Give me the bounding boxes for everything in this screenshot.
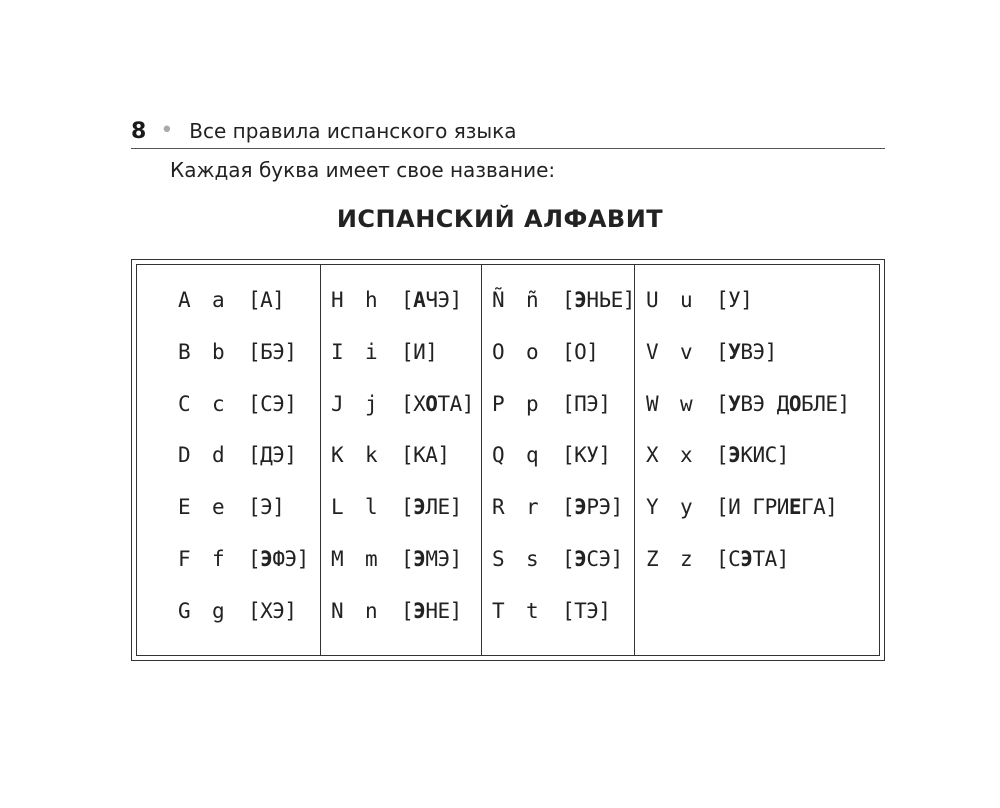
- stressed-vowel: Э: [574, 547, 587, 571]
- lowercase-letter: z: [680, 547, 693, 571]
- pronunciation: [ЭСЭ]: [562, 547, 623, 571]
- uppercase-letter: M: [331, 547, 344, 571]
- uppercase-letter: I: [331, 339, 344, 364]
- lowercase-letter: ñ: [526, 288, 539, 312]
- uppercase-letter: B: [178, 339, 191, 364]
- uppercase-letter: Z: [646, 547, 659, 571]
- uppercase-letter: O: [492, 339, 505, 364]
- uppercase-letter: J: [331, 391, 344, 416]
- uppercase-letter: X: [646, 443, 659, 468]
- lowercase-letter: k: [365, 443, 378, 468]
- running-title: Все правила испанского языка: [189, 119, 517, 143]
- stressed-vowel: Э: [740, 547, 753, 571]
- pronunciation: [ТЭ]: [562, 598, 611, 623]
- lowercase-letter: i: [365, 339, 378, 364]
- pronunciation: [ЭНЕ]: [401, 598, 462, 623]
- stressed-vowel: О: [425, 391, 438, 416]
- stressed-vowel: Е: [788, 495, 802, 520]
- pronunciation: [УВЭ ДОБЛЕ]: [716, 391, 850, 416]
- uppercase-letter: S: [492, 547, 505, 571]
- pronunciation: [А]: [248, 288, 285, 312]
- lowercase-letter: l: [365, 495, 378, 520]
- lowercase-letter: r: [526, 495, 539, 520]
- pronunciation: [ЭНЬЕ]: [562, 288, 635, 312]
- stressed-vowel: Э: [413, 547, 426, 571]
- pronunciation: [У]: [716, 288, 753, 312]
- uppercase-letter: H: [331, 288, 344, 312]
- stressed-vowel: Э: [574, 288, 587, 312]
- uppercase-letter: K: [331, 443, 344, 468]
- lowercase-letter: n: [365, 598, 378, 623]
- stressed-vowel: А: [413, 288, 426, 312]
- pronunciation: [ДЭ]: [248, 443, 297, 468]
- lowercase-letter: b: [212, 339, 225, 364]
- uppercase-letter: R: [492, 495, 505, 520]
- uppercase-letter: Q: [492, 443, 505, 468]
- pronunciation: [И]: [401, 339, 438, 364]
- stressed-vowel: У: [728, 391, 741, 416]
- running-header: [131, 114, 885, 149]
- pronunciation: [СЭТА]: [716, 547, 789, 571]
- pronunciation: [ЭФЭ]: [248, 547, 309, 571]
- lowercase-letter: s: [526, 547, 539, 571]
- header-bullet: •: [160, 118, 174, 143]
- pronunciation: [УВЭ]: [716, 339, 777, 364]
- uppercase-letter: V: [646, 339, 659, 364]
- stressed-vowel: Э: [413, 495, 426, 520]
- pronunciation: [ПЭ]: [562, 391, 611, 416]
- lowercase-letter: d: [212, 443, 225, 468]
- lowercase-letter: y: [680, 495, 693, 520]
- lowercase-letter: v: [680, 339, 693, 364]
- pronunciation: [ХОТА]: [401, 391, 474, 416]
- uppercase-letter: N: [331, 598, 344, 623]
- lowercase-letter: q: [526, 443, 539, 468]
- lowercase-letter: e: [212, 495, 225, 520]
- pronunciation: [ХЭ]: [248, 598, 297, 623]
- uppercase-letter: A: [178, 288, 191, 312]
- lowercase-letter: h: [365, 288, 378, 312]
- uppercase-letter: D: [178, 443, 191, 468]
- pronunciation: [О]: [562, 339, 599, 364]
- lowercase-letter: p: [526, 391, 539, 416]
- pronunciation: [ЭМЭ]: [401, 547, 462, 571]
- lowercase-letter: j: [365, 391, 378, 416]
- pronunciation: [ЭРЭ]: [562, 495, 623, 520]
- lowercase-letter: a: [212, 288, 225, 312]
- stressed-vowel: У: [728, 339, 741, 364]
- uppercase-letter: E: [178, 495, 191, 520]
- stressed-vowel: Э: [574, 495, 587, 520]
- pronunciation: [КА]: [401, 443, 450, 468]
- uppercase-letter: G: [178, 598, 191, 623]
- pronunciation: [БЭ]: [248, 339, 297, 364]
- uppercase-letter: L: [331, 495, 344, 520]
- uppercase-letter: P: [492, 391, 505, 416]
- pronunciation: [КУ]: [562, 443, 611, 468]
- column-divider: [320, 264, 321, 655]
- pronunciation: [СЭ]: [248, 391, 297, 416]
- table-title: ИСПАНСКИЙ АЛФАВИТ: [336, 205, 664, 233]
- uppercase-letter: U: [646, 288, 659, 312]
- pronunciation: [АЧЭ]: [401, 288, 462, 312]
- pronunciation: [Э]: [248, 495, 285, 520]
- lowercase-letter: t: [526, 598, 539, 623]
- lowercase-letter: g: [212, 598, 225, 623]
- lowercase-letter: f: [212, 547, 225, 571]
- stressed-vowel: Э: [260, 547, 273, 571]
- column-divider: [481, 264, 482, 655]
- stressed-vowel: О: [788, 391, 802, 416]
- uppercase-letter: T: [492, 598, 505, 623]
- lowercase-letter: m: [365, 547, 378, 571]
- column-divider: [634, 264, 635, 655]
- lowercase-letter: c: [212, 391, 225, 416]
- stressed-vowel: Э: [413, 598, 426, 623]
- pronunciation: [И ГРИЕГА]: [716, 495, 838, 520]
- lowercase-letter: u: [680, 288, 693, 312]
- stressed-vowel: Э: [728, 443, 741, 468]
- page-number: 8: [131, 118, 147, 144]
- lowercase-letter: x: [680, 443, 693, 468]
- uppercase-letter: Y: [646, 495, 659, 520]
- intro-text: Каждая буква имеет свое название:: [170, 158, 556, 182]
- lowercase-letter: w: [680, 391, 693, 416]
- pronunciation: [ЭЛЕ]: [401, 495, 462, 520]
- uppercase-letter: W: [646, 391, 659, 416]
- uppercase-letter: Ñ: [492, 288, 505, 312]
- uppercase-letter: C: [178, 391, 191, 416]
- lowercase-letter: o: [526, 339, 539, 364]
- uppercase-letter: F: [178, 547, 191, 571]
- pronunciation: [ЭКИС]: [716, 443, 789, 468]
